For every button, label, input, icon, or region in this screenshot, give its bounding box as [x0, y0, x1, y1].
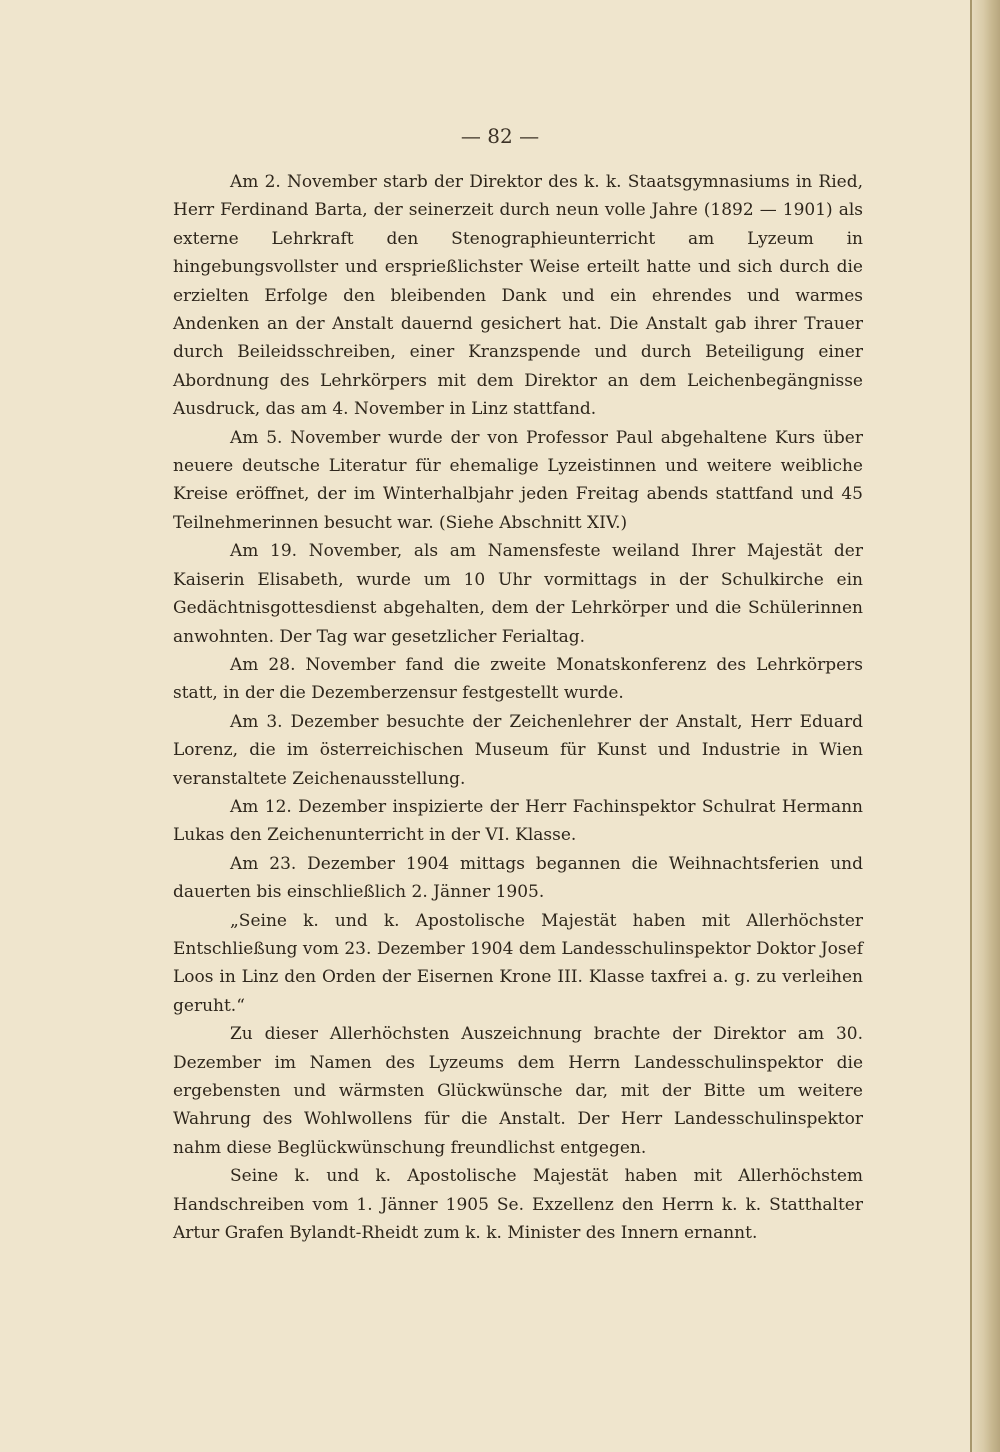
page-number: — 82 —	[460, 124, 540, 148]
paragraph: Am 23. Dezember 1904 mittags begannen die Weihnachtsferien und dauerten bis einschließlich 2. Jänner 1905.	[173, 853, 863, 903]
paragraph: Am 19. November, als am Namensfeste weiland Ihrer Majestät der Kaiserin Elisabeth, wurde um 10 Uhr vormittags in der Schulkirche ein Gedächtnisgottesdienst abgehalten, dem der Lehrkörper und die Schülerinnen anwohnten. Der Tag war gesetzlicher Ferialtag.	[173, 541, 863, 647]
paragraph: Am 28. November fand die zweite Monatskonferenz des Lehrkörpers statt, in der die Dezemberzensur festgestellt wurde.	[173, 654, 863, 704]
paragraph: Am 12. Dezember inspizierte der Herr Fachinspektor Schulrat Hermann Lukas den Zeichenunterricht in der VI. Klasse.	[173, 796, 863, 846]
paragraph: „Seine k. und k. Apostolische Majestät haben mit Allerhöchster Entschließung vom 23. Dezember 1904 dem Landesschulinspektor Doktor Josef Loos in Linz den Orden der Eisernen Krone III. Klasse taxfrei a. g. zu verleihen geruht.“	[173, 910, 863, 1016]
paragraph: Seine k. und k. Apostolische Majestät haben mit Allerhöchstem Handschreiben vom 1. Jänner 1905 Se. Exzellenz den Herrn k. k. Statthalter Artur Grafen Bylandt-Rheidt zum k. k. Minister des Innern ernannt.	[173, 1166, 863, 1244]
paragraph: Am 3. Dezember besuchte der Zeichenlehrer der Anstalt, Herr Eduard Lorenz, die im österreichischen Museum für Kunst und Industrie in Wien veranstaltete Zeichenausstellung.	[173, 711, 863, 789]
page-edge-line	[970, 0, 972, 1452]
paragraph: Zu dieser Allerhöchsten Auszeichnung brachte der Direktor am 30. Dezember im Namen des Lyzeums dem Herrn Landesschulinspektor die ergebensten und wärmsten Glückwünsche dar, mit der Bitte um weitere Wahrung des Wohlwollens für die Anstalt. Der Herr Landesschulinspektor nahm diese Beglückwünschung freundlichst entgegen.	[173, 1024, 863, 1158]
paragraph: Am 2. November starb der Direktor des k. k. Staatsgymnasiums in Ried, Herr Ferdinand Barta, der seinerzeit durch neun volle Jahre (1892 — 1901) als externe Lehrkraft den Stenographieunterricht am Lyzeum in hingebungsvollster und ersprießlichster Weise erteilt hatte und sich durch die erzielten Erfolge den bleibenden Dank und ein ehrendes und warmes Andenken an der Anstalt dauernd gesichert hat. Die Anstalt gab ihrer Trauer durch Beileidsschreiben, einer Kranzspende und durch Beteiligung einer Abordnung des Lehrkörpers mit dem Direktor an dem Leichenbegängnisse Ausdruck, das am 4. November in Linz stattfand.	[173, 172, 863, 420]
paragraph: Am 5. November wurde der von Professor Paul abgehaltene Kurs über neuere deutsche Literatur für ehemalige Lyzeistinnen und weitere weibliche Kreise eröffnet, der im Winterhalbjahr jeden Freitag abends stattfand und 45 Teilnehmerinnen besucht war. (Siehe Abschnitt XIV.)	[173, 427, 863, 533]
page-edge-shadow	[970, 0, 1000, 1452]
text-body	[173, 168, 863, 1247]
